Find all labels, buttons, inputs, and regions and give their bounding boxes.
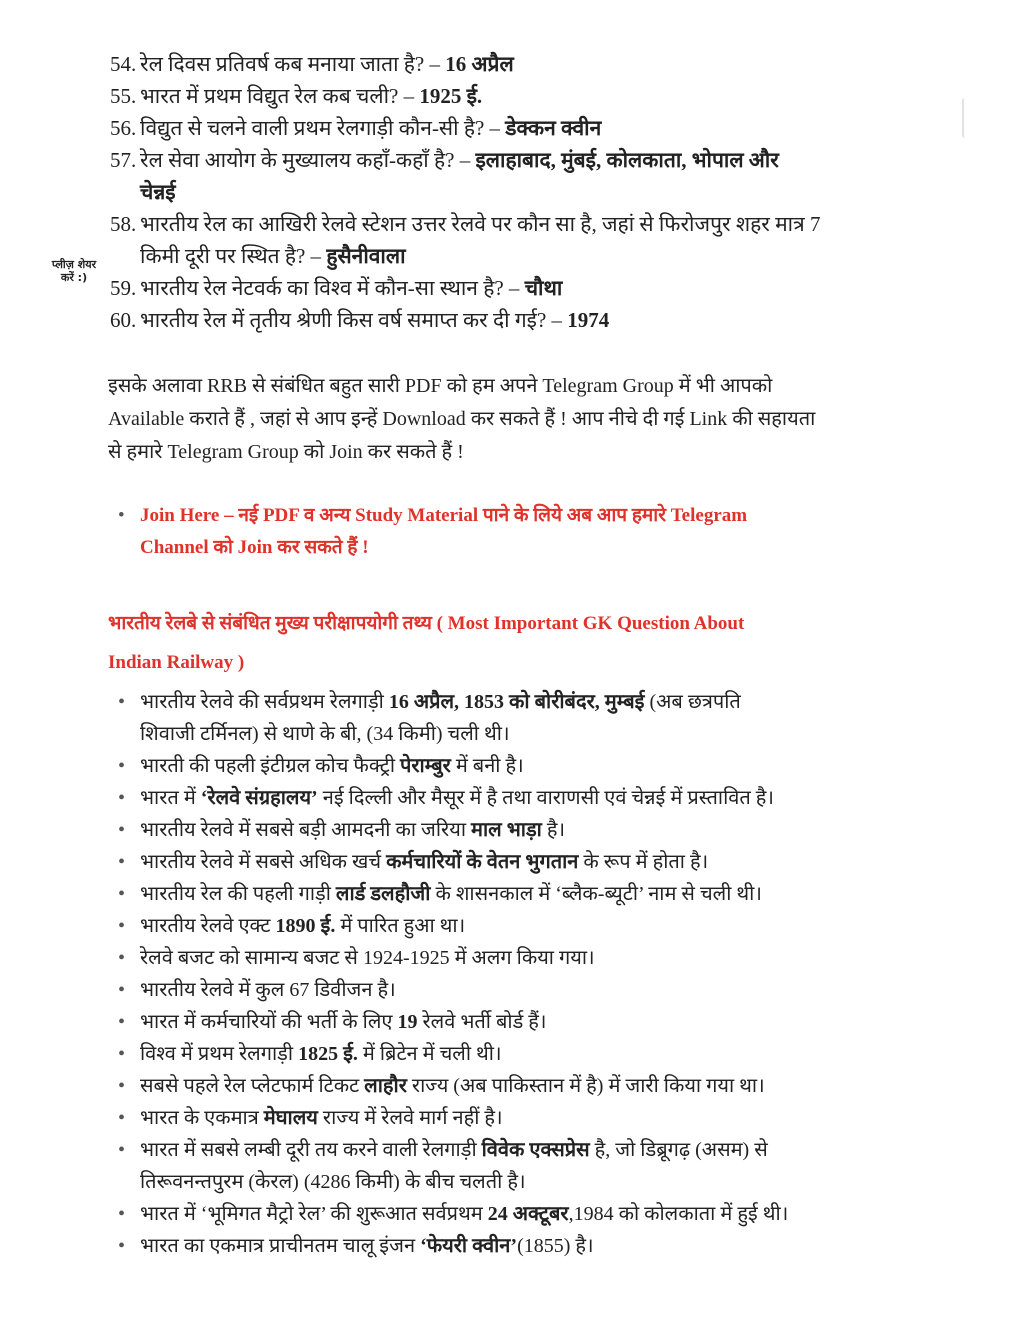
fact-text: भारत में ‘भूमिगत मैट्रो रेल’ की शुरूआत सर्वप्रथम [140,1203,488,1225]
fact-text: में पारित हुआ था। [335,915,466,937]
fact-item [118,910,858,942]
qa-item-59 [110,272,870,304]
fact-text: में बनी है। [450,755,524,777]
fact-highlight: 1890 ई. [275,915,336,937]
qa-number: 54. [110,52,137,76]
fact-highlight: ‘रेलवे संग्रहालय’ [200,787,318,809]
qa-number: 55. [110,84,137,108]
bullet-icon: • [118,1203,126,1225]
fact-text: भारती की पहली इंटीग्रल कोच फैक्ट्री [140,755,400,777]
bullet-icon: • [118,851,126,873]
fact-text: भारत में कर्मचारियों की भर्ती के लिए [140,1011,398,1033]
qa-number: 56. [110,116,137,140]
qa-number: 57. [110,148,137,172]
fact-text: नई दिल्ली और मैसूर में है तथा वाराणसी एवं चेन्नई में प्रस्तावित है। [317,787,774,809]
bullet-icon: • [118,1075,126,1097]
bullet-icon: • [118,1107,126,1129]
fact-text: भारतीय रेलवे में कुल 67 डिवीजन है। [140,979,396,1001]
bullet-icon: • [118,691,126,713]
telegram-paragraph [108,370,868,469]
qa-answer: हुसैनीवाला [326,244,406,268]
bullet-icon: • [118,787,126,809]
fact-highlight: लार्ड डलहौजी [335,883,431,905]
fact-item [118,846,858,878]
qa-question: भारतीय रेल का आखिरी रेलवे स्टेशन उत्तर रेलवे पर कौन सा है, जहां से फिरोजपुर शहर मात्र 7 [140,212,821,236]
join-line: Join Here – नई PDF व अन्य Study Material पाने के लिये अब आप हमारे Telegram [140,505,748,526]
fact-highlight: कर्मचारियों के वेतन भुगतान [386,851,579,873]
qa-answer: इलाहाबाद, मुंबई, कोलकाता, भोपाल और [475,148,779,172]
fact-highlight: माल भाड़ा [471,819,542,841]
bullet-icon: • [118,505,125,526]
fact-text: के शासनकाल में ‘ब्लैक-ब्यूटी’ नाम से चली थी। [430,883,762,905]
qa-item-57 [110,144,870,208]
qa-question: रेल सेवा आयोग के मुख्यालय कहाँ-कहाँ है? – [140,148,476,172]
bullet-icon: • [118,883,126,905]
bullet-icon: • [118,1043,126,1065]
bullet-icon: • [118,819,126,841]
fact-item [118,1038,858,1070]
fact-text: भारतीय रेलवे की सर्वप्रथम रेलगाड़ी [140,691,389,713]
fact-item [118,814,858,846]
qa-question: विद्युत से चलने वाली प्रथम रेलगाड़ी कौन-सी है? – [140,116,506,140]
qa-item-60 [110,304,870,336]
facts-list [118,686,858,1262]
fact-item [118,1070,858,1102]
qa-number: 59. [110,276,137,300]
fact-highlight: पेराम्बुर [400,755,451,777]
qa-question: रेल दिवस प्रतिवर्ष कब मनाया जाता है? – [140,52,446,76]
fact-text: (1855) है। [517,1235,594,1257]
fact-item [118,686,858,750]
bullet-icon: • [118,979,126,1001]
fact-text: भारतीय रेल की पहली गाड़ी [140,883,336,905]
fact-item [118,942,858,974]
fact-text: राज्य (अब पाकिस्तान में है) में जारी किया गया था। [406,1075,765,1097]
fact-text: भारतीय रेलवे में सबसे अधिक खर्च [140,851,387,873]
qa-question: भारतीय रेल नेटवर्क का विश्व में कौन-सा स्थान है? – [140,276,525,300]
fact-item [118,1102,858,1134]
fact-text: भारतीय रेलवे में सबसे बड़ी आमदनी का जरिया [140,819,471,841]
qa-answer-continued: चेन्नई [140,180,176,204]
fact-highlight: 1825 ई. [298,1043,358,1065]
bullet-icon: • [118,947,126,969]
qa-answer: 1925 ई. [419,84,483,108]
bullet-icon: • [118,1139,126,1161]
fact-highlight: विवेक एक्सप्रेस [481,1139,590,1161]
fact-text: विश्व में प्रथम रेलगाड़ी [140,1043,299,1065]
bullet-icon: • [118,1011,126,1033]
fact-text: भारत का एकमात्र प्राचीनतम चालू इंजन [140,1235,421,1257]
fact-text: भारत में सबसे लम्बी दूरी तय करने वाली रेलगाड़ी [140,1139,482,1161]
qa-item-54 [110,48,870,80]
qa-number: 58. [110,212,137,236]
qa-question: भारतीय रेल में तृतीय श्रेणी किस वर्ष समाप्त कर दी गई? – [140,308,568,332]
fact-text: भारत में [140,787,201,809]
paragraph-line: Available कराते हैं , जहां से आप इन्हें Download कर सकते हैं ! आप नीचे दी गई Link की सहायता [108,408,816,430]
fact-text: में ब्रिटेन में चली थी। [357,1043,502,1065]
fact-text: सबसे पहले रेल प्लेटफार्म टिकट [140,1075,365,1097]
qa-answer: चौथा [524,276,563,300]
fact-text: राज्य में रेलवे मार्ग नहीं है। [317,1107,503,1129]
fact-highlight: लाहौर [364,1075,407,1097]
fact-text: रेलवे बजट को सामान्य बजट से 1924-1925 में अलग किया गया। [140,947,595,969]
fact-item [118,1198,858,1230]
bullet-icon: • [118,1235,126,1257]
fact-text: भारतीय रेलवे एक्ट [140,915,276,937]
qa-number: 60. [110,308,137,332]
fact-highlight: 19 [397,1011,418,1033]
bullet-icon: • [118,915,126,937]
join-line: Channel को Join कर सकते हैं ! [140,537,369,558]
fact-text-continued: शिवाजी टर्मिनल) से थाणे के बी, (34 किमी) चली थी। [140,723,510,745]
heading-line: भारतीय रेलबे से संबंधित मुख्य परीक्षापयोगी तथ्य ( Most Important GK Question About [108,613,745,634]
paragraph-line: से हमारे Telegram Group को Join कर सकते हैं ! [108,441,464,463]
fact-item [118,1230,858,1262]
fact-highlight: ‘फेयरी क्वीन’ [420,1235,518,1257]
fact-item [118,878,858,910]
fact-text: ,1984 को कोलकाता में हुई थी। [568,1203,789,1225]
section-heading [108,604,868,682]
join-telegram-link[interactable] [118,500,858,564]
heading-line: Indian Railway ) [108,652,245,673]
fact-text: भारत के एकमात्र [140,1107,264,1129]
fact-highlight: 16 अप्रैल, 1853 को बोरीबंदर, मुम्बई [388,691,645,713]
fact-item [118,782,858,814]
qa-item-56 [110,112,870,144]
bullet-icon: • [118,755,126,777]
qa-question: भारत में प्रथम विद्युत रेल कब चली? – [140,84,420,108]
fact-item [118,1006,858,1038]
fact-text: है। [541,819,566,841]
fact-text: के रूप में होता है। [578,851,709,873]
paragraph-line: इसके अलावा RRB से संबंधित बहुत सारी PDF को हम अपने Telegram Group में भी आपको [108,375,773,397]
qa-question-continued: किमी दूरी पर स्थित है? – [140,244,327,268]
fact-item [118,750,858,782]
fact-highlight: 24 अक्टूबर [487,1203,569,1225]
qa-item-55 [110,80,870,112]
qa-item-58 [110,208,870,272]
share-note: प्लीज़ शेयर करें :) [51,258,97,284]
fact-text: (अब छत्रपति [644,691,741,713]
fact-highlight: मेघालय [263,1107,318,1129]
fact-text: है, जो डिब्रूगढ़ (असम) से [589,1139,768,1161]
qa-answer: डेक्कन क्वीन [505,116,602,140]
fact-text-continued: तिरूवनन्तपुरम (केरल) (4286 किमी) के बीच चलती है। [140,1171,526,1193]
fact-item [118,974,858,1006]
qa-answer: 1974 [567,308,610,332]
scroll-indicator [962,98,970,138]
fact-item [118,1134,858,1198]
fact-text: रेलवे भर्ती बोर्ड हैं। [417,1011,547,1033]
qa-answer: 16 अप्रैल [445,52,514,76]
